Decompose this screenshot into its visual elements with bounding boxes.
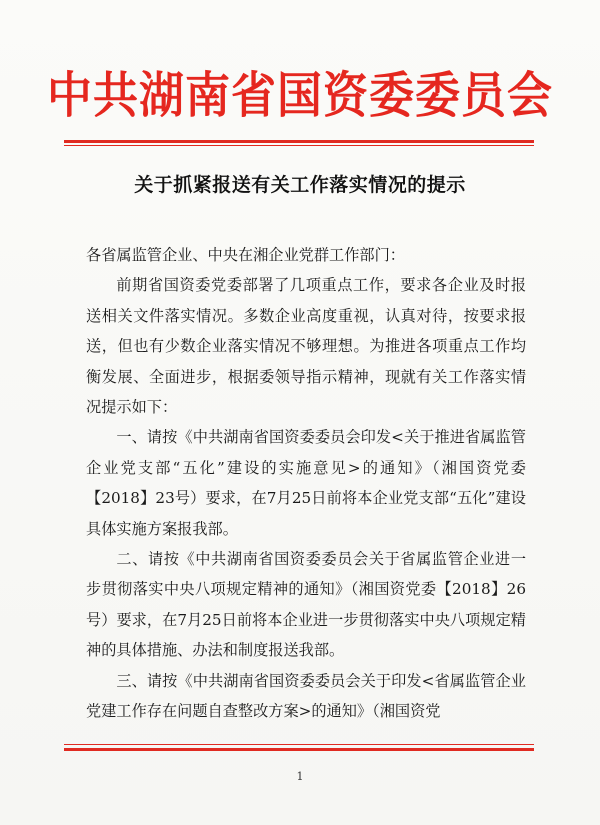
header-red-rule-thick (64, 140, 534, 143)
footer-red-rule-thin (64, 744, 534, 745)
header-red-rule-thin (64, 145, 534, 146)
document-body (86, 240, 526, 727)
paragraph-item-2: 二、请按《中共湖南省国资委委员会关于省属监管企业进一步贯彻落实中央八项规定精神的通知》（湘国资党委【2018】26号）要求，在7月25日前将本企业进一步贯彻落实中央八项规定精神的具体措施、办法和制度报送我部。 (86, 550, 526, 660)
paragraph-intro: 前期省国资委党委部署了几项重点工作，要求各企业及时报送相关文件落实情况。多数企业高度重视，认真对待，按要求报送，但也有少数企业落实情况不够理想。为推进各项重点工作均衡发展、全面进步，根据委领导指示精神，现就有关工作落实情况提示如下： (86, 276, 526, 417)
paragraph-item-1: 一、请按《中共湖南省国资委委员会印发<关于推进省属监管企业党支部“五化”建设的实施意见>的通知》（湘国资党委【2018】23号）要求，在7月25日前将本企业党支部“五化”建设具体实施方案报我部。 (86, 428, 526, 538)
salutation: 各省属监管企业、中央在湘企业党群工作部门： (86, 246, 405, 264)
footer-red-rule-thick (64, 748, 534, 751)
document-title: 关于抓紧报送有关工作落实情况的提示 (134, 174, 466, 196)
page-number: 1 (296, 770, 304, 783)
issuing-organization-title: 中共湖南省国资委委员会 (46, 66, 553, 125)
paragraph-item-3: 三、请按《中共湖南省国资委委员会关于印发<省属监管企业党建工作存在问题自查整改方案>的通知》（湘国资党 (86, 671, 526, 721)
